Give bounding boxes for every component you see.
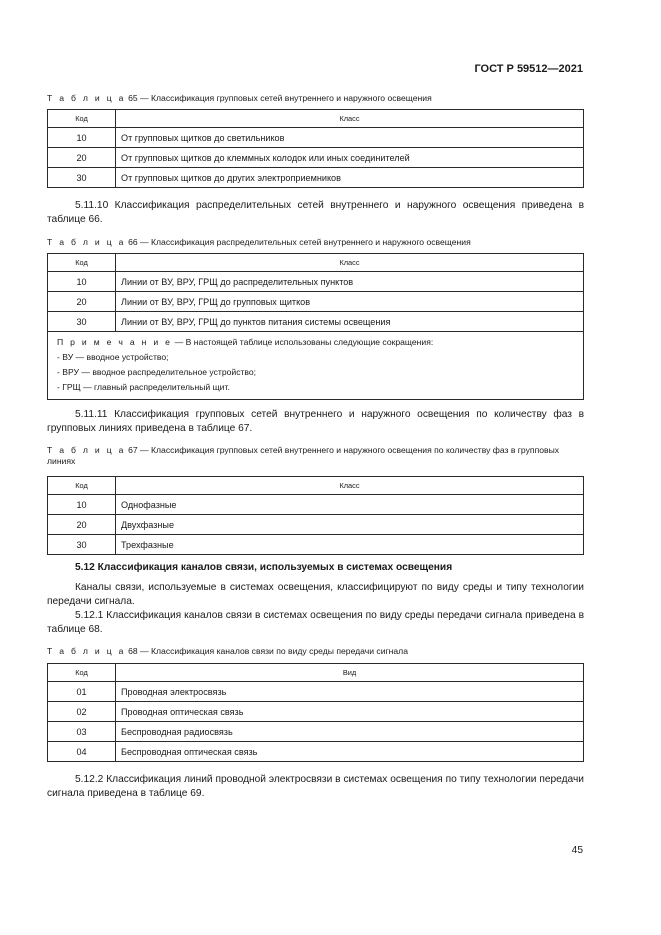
table-title: 67 — Классификация групповых сетей внутреннего и наружного освещения по количеству фаз в групповых линиях (47, 445, 560, 466)
table-65-caption (47, 93, 584, 104)
note-intro (57, 335, 575, 350)
table-label: Т а б л и ц а (47, 237, 126, 247)
table-cell-class: От групповых щитков до клеммных колодок или иных соединителей (116, 148, 584, 168)
table-68-caption (47, 646, 584, 657)
table-65 (47, 109, 584, 188)
table-cell-code: 30 (48, 312, 116, 332)
table-row (48, 702, 584, 722)
table-cell-kind: Беспроводная радиосвязь (116, 722, 584, 742)
table-67 (47, 476, 584, 555)
column-header-code: Код (48, 254, 116, 272)
table-cell-code: 04 (48, 742, 116, 762)
column-header-code: Код (48, 477, 116, 495)
table-cell-class: Линии от ВУ, ВРУ, ГРЩ до групповых щитков (116, 292, 584, 312)
table-cell-code: 03 (48, 722, 116, 742)
table-cell-class: От групповых щитков до других электроприемников (116, 168, 584, 188)
table-row (48, 312, 584, 332)
note-item: - ГРЩ — главный распределительный щит. (57, 382, 230, 392)
table-cell-class: От групповых щитков до светильников (116, 128, 584, 148)
table-cell-kind: Проводная электросвязь (116, 682, 584, 702)
table-note-row (48, 332, 584, 400)
column-header-class: Класс (116, 254, 584, 272)
table-row (48, 168, 584, 188)
paragraph-5-12-1: 5.12.1 Классификация каналов связи в системах освещения по виду среды передачи сигнала приведена в таблице 68. (47, 610, 584, 635)
table-cell-code: 10 (48, 495, 116, 515)
column-header-code: Код (48, 664, 116, 682)
table-cell-class: Трехфазные (116, 535, 584, 555)
paragraph-5-12-2: 5.12.2 Классификация линий проводной электросвязи в системах освещения по типу технологии передачи сигнала приведена в таблице 69. (47, 774, 584, 799)
note-label: П р и м е ч а н и е (57, 337, 173, 347)
table-cell-class: Двухфазные (116, 515, 584, 535)
table-66 (47, 253, 584, 400)
table-cell-code: 30 (48, 168, 116, 188)
table-row (48, 515, 584, 535)
table-row (48, 495, 584, 515)
table-cell-code: 01 (48, 682, 116, 702)
paragraph-5-11-10: 5.11.10 Классификация распределительных сетей внутреннего и наружного освещения приведена в таблице 66. (47, 200, 584, 225)
table-label: Т а б л и ц а (47, 445, 126, 455)
table-cell-kind: Проводная оптическая связь (116, 702, 584, 722)
table-row (48, 742, 584, 762)
table-cell-code: 20 (48, 515, 116, 535)
table-cell-class: Однофазные (116, 495, 584, 515)
paragraph-5-11-11: 5.11.11 Классификация групповых сетей внутреннего и наружного освещения по количеству фаз в групповых линиях приведена в таблице 67. (47, 409, 584, 434)
column-header-code: Код (48, 110, 116, 128)
table-header-row (48, 664, 584, 682)
table-row (48, 535, 584, 555)
column-header-kind: Вид (116, 664, 584, 682)
table-cell-code: 30 (48, 535, 116, 555)
table-header-row (48, 477, 584, 495)
table-67-caption (47, 445, 584, 467)
table-cell-code: 20 (48, 148, 116, 168)
table-note (48, 332, 584, 400)
table-row (48, 292, 584, 312)
table-cell-kind: Беспроводная оптическая связь (116, 742, 584, 762)
table-cell-code: 02 (48, 702, 116, 722)
table-row (48, 682, 584, 702)
paragraph-5-12-intro: Каналы связи, используемые в системах освещения, классифицируют по виду среды и типу технологии передачи сигнала. (47, 582, 584, 607)
table-title: 68 — Классификация каналов связи по виду среды передачи сигнала (128, 646, 408, 656)
table-cell-code: 10 (48, 272, 116, 292)
note-item: - ВРУ — вводное распределительное устройство; (57, 367, 257, 377)
note-item: - ВУ — вводное устройство; (57, 352, 169, 362)
column-header-class: Класс (116, 477, 584, 495)
page-number: 45 (571, 845, 583, 856)
table-header-row (48, 110, 584, 128)
table-row (48, 128, 584, 148)
table-row (48, 722, 584, 742)
document-code: ГОСТ Р 59512—2021 (474, 63, 583, 75)
table-66-caption (47, 237, 584, 248)
table-label: Т а б л и ц а (47, 646, 126, 656)
table-68 (47, 663, 584, 762)
table-header-row (48, 254, 584, 272)
column-header-class: Класс (116, 110, 584, 128)
table-label: Т а б л и ц а (47, 93, 126, 103)
table-row (48, 272, 584, 292)
table-row (48, 148, 584, 168)
table-cell-code: 10 (48, 128, 116, 148)
note-text: — В настоящей таблице использованы следующие сокращения: (174, 337, 434, 347)
table-title: 65 — Классификация групповых сетей внутреннего и наружного освещения (128, 93, 432, 103)
table-cell-class: Линии от ВУ, ВРУ, ГРЩ до распределительных пунктов (116, 272, 584, 292)
table-cell-code: 20 (48, 292, 116, 312)
section-heading-5-12: 5.12 Классификация каналов связи, используемых в системах освещения (75, 562, 453, 573)
table-cell-class: Линии от ВУ, ВРУ, ГРЩ до пунктов питания системы освещения (116, 312, 584, 332)
table-title: 66 — Классификация распределительных сетей внутреннего и наружного освещения (128, 237, 471, 247)
